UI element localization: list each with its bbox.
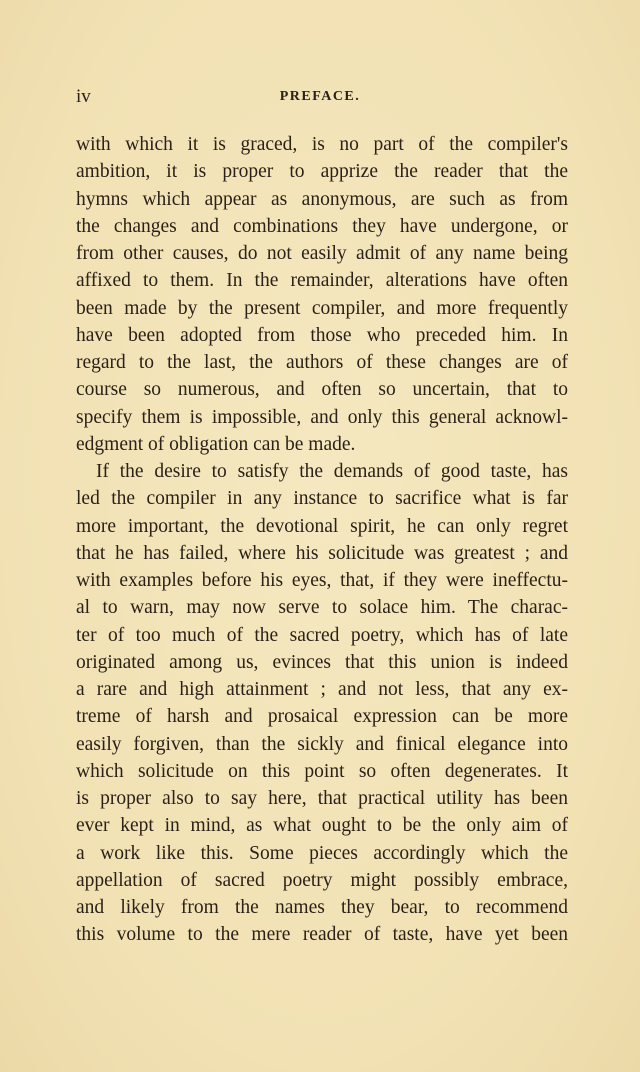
text-line: If the desire to satisfy the demands of good taste, has bbox=[96, 461, 568, 482]
text-line: have been adopted from those who preceded him. In bbox=[76, 324, 568, 346]
text-line: ter of too much of the sacred poetry, which has of late bbox=[76, 624, 568, 646]
text-line: ambition, it is proper to apprize the reader that the bbox=[76, 161, 568, 183]
text-line: affixed to them. In the remainder, alterations have often bbox=[76, 270, 568, 292]
text-line: easily forgiven, than the sickly and finical elegance into bbox=[76, 733, 568, 755]
text-line: specify them is impossible, and only this general acknowl- bbox=[76, 406, 568, 428]
page-body-text bbox=[76, 131, 568, 949]
text-line: more important, the devotional spirit, he can only regret bbox=[76, 515, 568, 537]
text-line: hymns which appear as anonymous, are such as from bbox=[76, 188, 568, 210]
text-line: regard to the last, the authors of these changes are of bbox=[76, 352, 568, 373]
text-line: originated among us, evinces that this union is indeed bbox=[76, 651, 568, 673]
text-line: with which it is graced, is no part of the compiler's bbox=[76, 134, 568, 155]
text-line: is proper also to say here, that practical utility has been bbox=[76, 788, 568, 809]
text-line: treme of harsh and prosaical expression can be more bbox=[76, 706, 568, 728]
text-line: led the compiler in any instance to sacrifice what is far bbox=[76, 488, 568, 510]
running-title: PREFACE. bbox=[279, 89, 361, 104]
text-line: which solicitude on this point so often degenerates. It bbox=[76, 760, 568, 782]
text-line: and likely from the names they bear, to recommend bbox=[76, 897, 568, 918]
text-line: a work like this. Some pieces accordingly which the bbox=[76, 842, 568, 864]
text-line: appellation of sacred poetry might possibly embrace, bbox=[76, 869, 568, 891]
text-line: course so numerous, and often so uncertain, that to bbox=[76, 379, 568, 401]
text-line: with examples before his eyes, that, if they were ineffectu- bbox=[76, 570, 568, 591]
text-line: this volume to the mere reader of taste, have yet been bbox=[76, 924, 568, 946]
text-line: ever kept in mind, as what ought to be the only aim of bbox=[76, 815, 568, 837]
text-line: edgment of obligation can be made. bbox=[76, 433, 356, 455]
text-line: that he has failed, where his solicitude was greatest ; and bbox=[76, 542, 568, 564]
text-line: been made by the present compiler, and more frequently bbox=[76, 297, 568, 319]
text-line: from other causes, do not easily admit of any name being bbox=[76, 243, 568, 264]
text-line: a rare and high attainment ; and not less, that any ex- bbox=[76, 679, 568, 700]
text-line: al to warn, may now serve to solace him. The charac- bbox=[76, 597, 568, 619]
text-line: the changes and combinations they have undergone, or bbox=[76, 215, 568, 237]
page-number: iv bbox=[76, 86, 91, 107]
